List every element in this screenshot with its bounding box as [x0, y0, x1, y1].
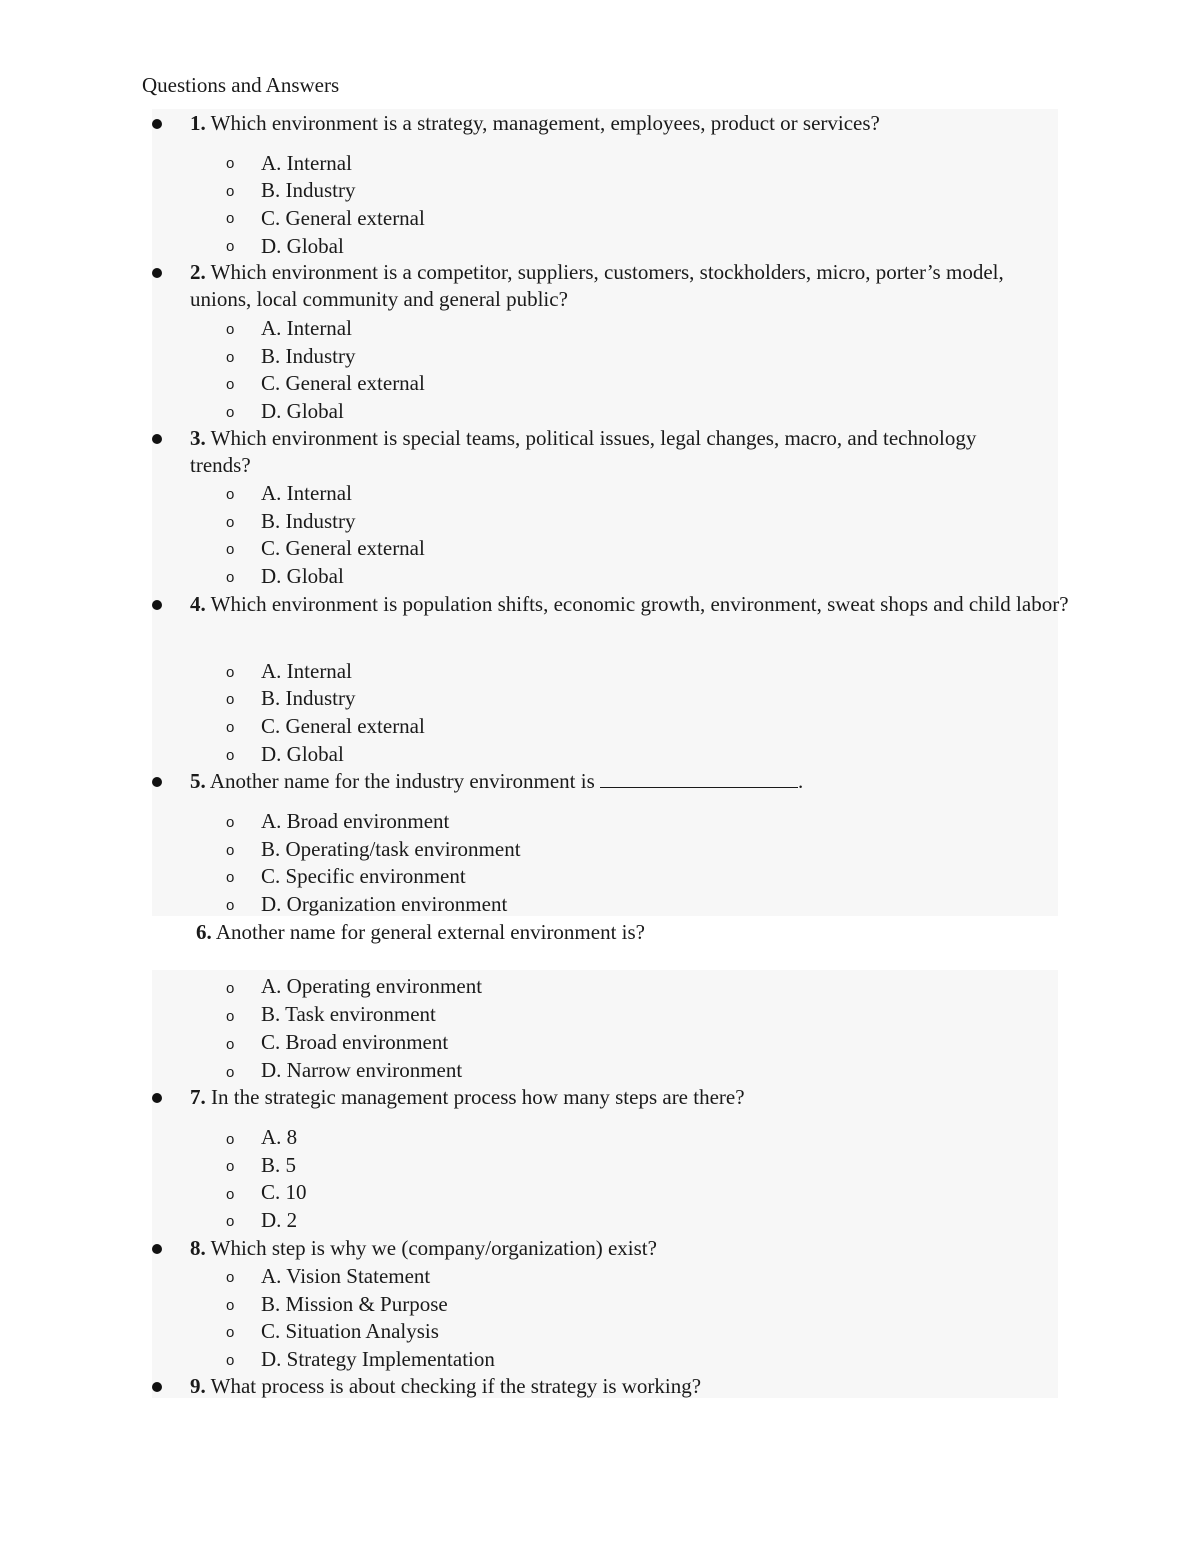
- bullet-icon: [152, 1093, 162, 1103]
- question-text: Which environment is a competitor, suppliers, customers, stockholders, micro, porter’s model, unions, local community and general public?: [190, 260, 1004, 311]
- sub-bullet-icon: o: [226, 238, 235, 255]
- option: C. Specific environment: [261, 864, 466, 888]
- answer-blank: [600, 769, 798, 788]
- option: A. 8: [261, 1125, 298, 1149]
- option: A. Internal: [261, 481, 352, 505]
- sub-bullet-icon: o: [226, 1324, 235, 1341]
- sub-bullet-icon: o: [226, 486, 235, 503]
- sub-bullet-icon: o: [226, 691, 235, 708]
- sub-bullet-icon: o: [226, 1269, 235, 1286]
- option: B. Industry: [261, 178, 356, 202]
- bullet-icon: [152, 600, 162, 610]
- sub-bullet-icon: o: [226, 1352, 235, 1369]
- question-number: 9.: [190, 1374, 206, 1398]
- option: D. Narrow environment: [261, 1058, 463, 1082]
- option: A. Operating environment: [261, 974, 483, 998]
- bullet-icon: [152, 119, 162, 129]
- question-8: [190, 1235, 1070, 1262]
- question-number: 4.: [190, 592, 206, 616]
- option: C. 10: [261, 1180, 307, 1204]
- option: D. Global: [261, 234, 344, 258]
- option: B. Mission & Purpose: [261, 1292, 448, 1316]
- sub-bullet-icon: o: [226, 1297, 235, 1314]
- question-number: 3.: [190, 426, 206, 450]
- option: A. Internal: [261, 659, 352, 683]
- question-text: Which environment is special teams, political issues, legal changes, macro, and technology trends?: [190, 426, 977, 477]
- sub-bullet-icon: o: [226, 980, 235, 997]
- question-9: [190, 1373, 1070, 1400]
- question-number: 6.: [196, 920, 212, 944]
- option: D. Global: [261, 399, 344, 423]
- sub-bullet-icon: o: [226, 814, 235, 831]
- option: C. General external: [261, 371, 425, 395]
- sub-bullet-icon: o: [226, 183, 235, 200]
- question-text: Which environment is a strategy, management, employees, product or services?: [210, 111, 880, 135]
- question-number: 7.: [190, 1085, 206, 1109]
- question-number: 8.: [190, 1236, 206, 1260]
- option: B. Industry: [261, 344, 356, 368]
- option: C. Broad environment: [261, 1030, 449, 1054]
- sub-bullet-icon: o: [226, 1213, 235, 1230]
- question-text-end: .: [798, 769, 804, 793]
- option: C. General external: [261, 206, 425, 230]
- sub-bullet-icon: o: [226, 210, 235, 227]
- option: D. 2: [261, 1208, 298, 1232]
- question-text: Another name for general external environment is?: [215, 920, 646, 944]
- question-number: 1.: [190, 111, 206, 135]
- question-4: [190, 591, 1070, 618]
- question-text: Another name for the industry environment is: [209, 769, 595, 793]
- sub-bullet-icon: o: [226, 1158, 235, 1175]
- option: C. General external: [261, 714, 425, 738]
- option: D. Organization environment: [261, 892, 508, 916]
- question-number: 5.: [190, 769, 206, 793]
- sub-bullet-icon: o: [226, 1036, 235, 1053]
- question-6: [196, 919, 1076, 946]
- bullet-icon: [152, 434, 162, 444]
- option: A. Internal: [261, 151, 352, 175]
- question-1: [190, 110, 1070, 137]
- question-text: Which environment is population shifts, economic growth, environment, sweat shops and child labor?: [210, 592, 1069, 616]
- sub-bullet-icon: o: [226, 664, 235, 681]
- question-5: [190, 768, 1070, 795]
- sub-bullet-icon: o: [226, 569, 235, 586]
- sub-bullet-icon: o: [226, 719, 235, 736]
- sub-bullet-icon: o: [226, 321, 235, 338]
- option: A. Vision Statement: [261, 1264, 431, 1288]
- option: A. Broad environment: [261, 809, 450, 833]
- option: D. Global: [261, 564, 344, 588]
- sub-bullet-icon: o: [226, 1064, 235, 1081]
- sub-bullet-icon: o: [226, 869, 235, 886]
- option: C. Situation Analysis: [261, 1319, 439, 1343]
- sub-bullet-icon: o: [226, 404, 235, 421]
- question-7: [190, 1084, 1070, 1111]
- question-text: Which step is why we (company/organization) exist?: [210, 1236, 657, 1260]
- question-number: 2.: [190, 260, 206, 284]
- option: B. Industry: [261, 686, 356, 710]
- sub-bullet-icon: o: [226, 842, 235, 859]
- option: D. Strategy Implementation: [261, 1347, 495, 1371]
- bullet-icon: [152, 1382, 162, 1392]
- question-2: [190, 259, 1050, 313]
- option: D. Global: [261, 742, 344, 766]
- sub-bullet-icon: o: [226, 349, 235, 366]
- sub-bullet-icon: o: [226, 1186, 235, 1203]
- option: B. Operating/task environment: [261, 837, 521, 861]
- question-text: In the strategic management process how many steps are there?: [211, 1085, 745, 1109]
- option: B. 5: [261, 1153, 297, 1177]
- sub-bullet-icon: o: [226, 514, 235, 531]
- bullet-icon: [152, 268, 162, 278]
- option: B. Task environment: [261, 1002, 436, 1026]
- option: B. Industry: [261, 509, 356, 533]
- question-text: What process is about checking if the strategy is working?: [210, 1374, 702, 1398]
- option: A. Internal: [261, 316, 352, 340]
- sub-bullet-icon: o: [226, 1131, 235, 1148]
- sub-bullet-icon: o: [226, 376, 235, 393]
- document-title: Questions and Answers: [142, 73, 340, 97]
- option: C. General external: [261, 536, 425, 560]
- sub-bullet-icon: o: [226, 747, 235, 764]
- bullet-icon: [152, 777, 162, 787]
- sub-bullet-icon: o: [226, 541, 235, 558]
- bullet-icon: [152, 1244, 162, 1254]
- sub-bullet-icon: o: [226, 1008, 235, 1025]
- sub-bullet-icon: o: [226, 155, 235, 172]
- question-3: [190, 425, 990, 479]
- sub-bullet-icon: o: [226, 897, 235, 914]
